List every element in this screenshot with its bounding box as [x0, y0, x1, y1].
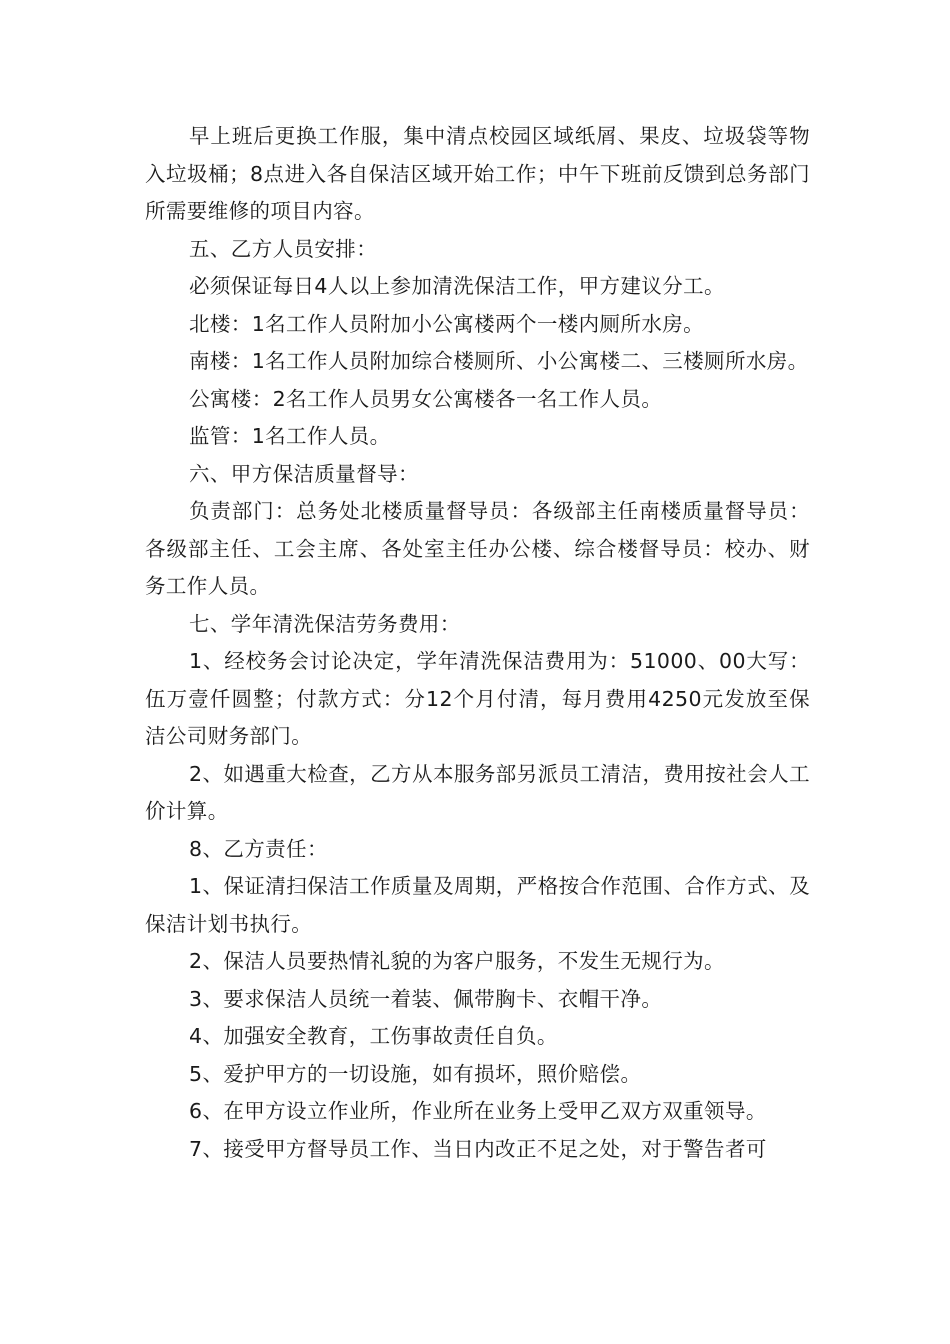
heading-staffing: 五、乙方人员安排：: [189, 236, 378, 261]
heading-quality-supervision: 六、甲方保洁质量督导：: [189, 461, 419, 486]
paragraph-major-inspection: 2、如遇重大检查，乙方从本服务部另派员工清洁，费用按社会人工价计算。: [145, 761, 810, 823]
paragraph-fee-amount: 1、经校务会讨论决定，学年清洗保洁费用为：51000、00大写：伍万壹仟圆整；付款方式：分12个月付清，每月费用4250元发放至保洁公司财务部门。: [145, 649, 810, 748]
paragraph-work-routine: 早上班后更换工作服，集中清点校园区域纸屑、果皮、垃圾袋等物入垃圾桶；8点进入各自保洁区域开始工作；中午下班前反馈到总务部门所需要维修的项目内容。: [145, 124, 810, 223]
list-item-duty-6: 6、在甲方设立作业所，作业所在业务上受甲乙双方双重领导。: [189, 1099, 767, 1123]
paragraph-responsible-departments: 负责部门：总务处北楼质量督导员：各级部主任南楼质量督导员：各级部主任、工会主席、各处室主任办公楼、综合楼督导员：校办、财务工作人员。: [145, 499, 810, 598]
list-item-duty-1: 1、保证清扫保洁工作质量及周期，严格按合作范围、合作方式、及保洁计划书执行。: [145, 874, 810, 936]
list-item-duty-4: 4、加强安全教育，工伤事故责任自负。: [189, 1024, 558, 1048]
list-item-duty-5: 5、爱护甲方的一切设施，如有损坏，照价赔偿。: [189, 1061, 642, 1086]
paragraph-north-building: 北楼：1名工作人员附加小公寓楼两个一楼内厕所水房。: [189, 311, 705, 336]
paragraph-south-building: 南楼：1名工作人员附加综合楼厕所、小公寓楼二、三楼厕所水房。: [189, 349, 809, 373]
list-item-duty-3: 3、要求保洁人员统一着装、佩带胸卡、衣帽干净。: [189, 986, 663, 1011]
heading-party-b-duties: 8、乙方责任：: [189, 836, 328, 861]
list-item-duty-7: 7、接受甲方督导员工作、当日内改正不足之处，对于警告者可: [189, 1136, 767, 1161]
paragraph-supervisor: 监管：1名工作人员。: [189, 424, 391, 448]
heading-fees: 七、学年清洗保洁劳务费用：: [189, 611, 461, 636]
paragraph-apartment-building: 公寓楼：2名工作人员男女公寓楼各一名工作人员。: [189, 386, 663, 411]
document-page: [145, 118, 810, 1168]
paragraph-staff-count: 必须保证每日4人以上参加清洗保洁工作，甲方建议分工。: [189, 274, 725, 298]
list-item-duty-2: 2、保洁人员要热情礼貌的为客户服务，不发生无规行为。: [189, 949, 725, 973]
